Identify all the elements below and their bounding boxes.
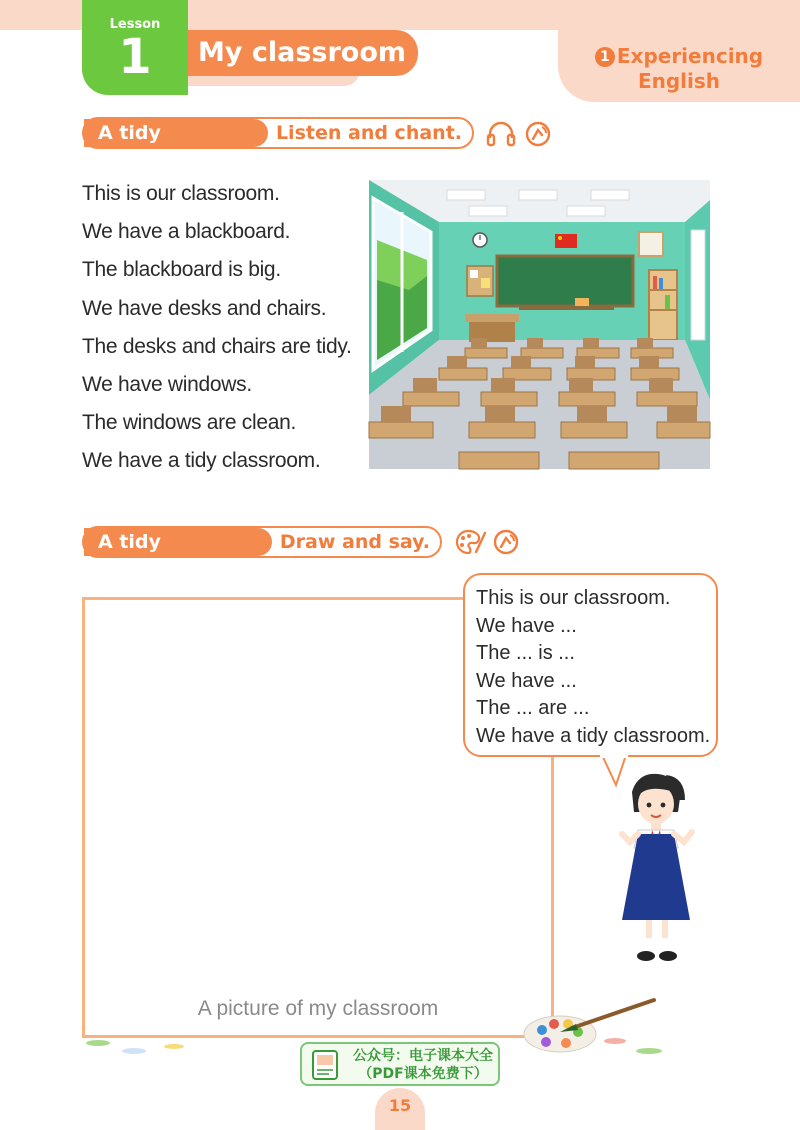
chant-line: The windows are clean.	[82, 411, 297, 435]
chant-line: We have a tidy classroom.	[82, 449, 321, 473]
paint-splash	[86, 1040, 110, 1046]
chant-line: We have desks and chairs.	[82, 296, 327, 320]
chant-line: The desks and chairs are tidy.	[82, 334, 352, 358]
speech-bubble	[463, 573, 718, 757]
bubble-line: The ... are ...	[476, 697, 590, 720]
headphones-icon	[486, 121, 516, 147]
bubble-line: The ... is ...	[476, 642, 575, 665]
unit-badge	[558, 30, 800, 102]
bubble-line: We have ...	[476, 614, 577, 637]
page-title: My classroom	[188, 30, 418, 76]
speak-icon	[524, 120, 552, 148]
lesson-word: Lesson	[109, 17, 161, 32]
paint-splash	[122, 1048, 146, 1054]
watermark-badge	[300, 1042, 500, 1086]
section-1-instruction: Listen and chant.	[275, 122, 462, 144]
paint-splash	[604, 1038, 626, 1044]
chant-line: This is our classroom.	[82, 182, 280, 205]
speak-icon	[492, 528, 520, 556]
section-1-label: A tidy classroom	[84, 119, 268, 147]
unit-title-line1: Experiencing	[616, 44, 764, 68]
book-logo-icon	[310, 1049, 340, 1083]
lesson-tab	[82, 0, 188, 95]
unit-title-line2: English	[637, 69, 721, 93]
watermark-line2: （PDF课本免费下）	[358, 1066, 488, 1082]
girl-illustration	[608, 770, 708, 970]
watermark-line1: 公众号：电子课本大全	[353, 1048, 493, 1064]
chant-line: We have a blackboard.	[82, 220, 291, 244]
classroom-illustration	[369, 180, 710, 469]
chant-text	[82, 180, 362, 486]
paint-icon	[454, 528, 486, 556]
paint-splash	[636, 1048, 662, 1054]
unit-number: 1	[595, 47, 615, 67]
paint-splash	[164, 1044, 184, 1049]
page-number: 15	[375, 1088, 425, 1130]
drawing-caption: A picture of my classroom	[197, 997, 439, 1020]
section-2-header	[82, 526, 442, 581]
chant-line: The blackboard is big.	[82, 258, 281, 282]
bubble-line: We have a tidy classroom.	[476, 724, 711, 747]
section-1-header	[82, 117, 474, 172]
bubble-line: This is our classroom.	[476, 587, 671, 609]
chant-line: We have windows.	[82, 372, 252, 396]
section-2-label: A tidy classroom	[84, 528, 272, 556]
section-2-instruction: Draw and say.	[279, 531, 430, 553]
bubble-line: We have ...	[476, 669, 577, 692]
lesson-number: 1	[118, 29, 152, 85]
